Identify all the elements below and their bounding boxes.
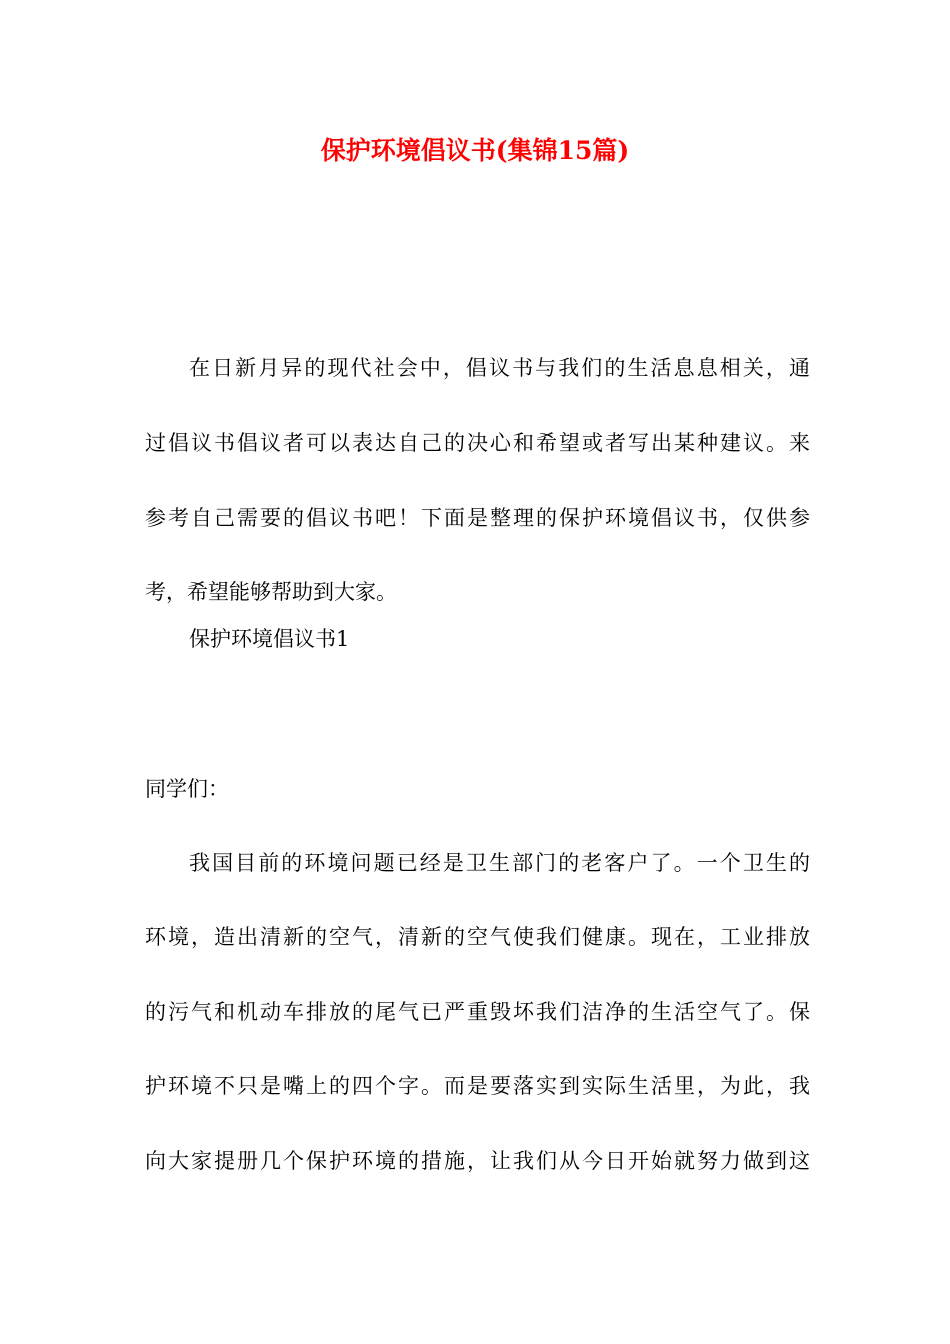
body-line-2: 环境，造出清新的空气，清新的空气使我们健康。现在，工业排放 (145, 925, 810, 949)
intro-line-1: 在日新月异的现代社会中，倡议书与我们的生活息息相关，通 (189, 356, 810, 380)
salutation: 同学们： (145, 777, 229, 801)
body-line-5: 向大家提册几个保护环境的措施，让我们从今日开始就努力做到这 (145, 1149, 810, 1173)
body-line-3: 的污气和机动车排放的尾气已严重毁坏我们洁净的生活空气了。保 (145, 1000, 810, 1024)
intro-line-3: 参考自己需要的倡议书吧！下面是整理的保护环境倡议书，仅供参 (145, 506, 810, 530)
body-line-4: 护环境不只是嘴上的四个字。而是要落实到实际生活里，为此，我 (145, 1074, 810, 1098)
document-title: 保护环境倡议书(集锦15篇) (320, 136, 630, 165)
intro-line-2: 过倡议书倡议者可以表达自己的决心和希望或者写出某种建议。来 (145, 431, 810, 455)
section-heading: 保护环境倡议书1 (189, 627, 350, 651)
body-line-1: 我国目前的环境问题已经是卫生部门的老客户了。一个卫生的 (189, 851, 810, 875)
intro-line-4: 考，希望能够帮助到大家。 (145, 580, 397, 604)
